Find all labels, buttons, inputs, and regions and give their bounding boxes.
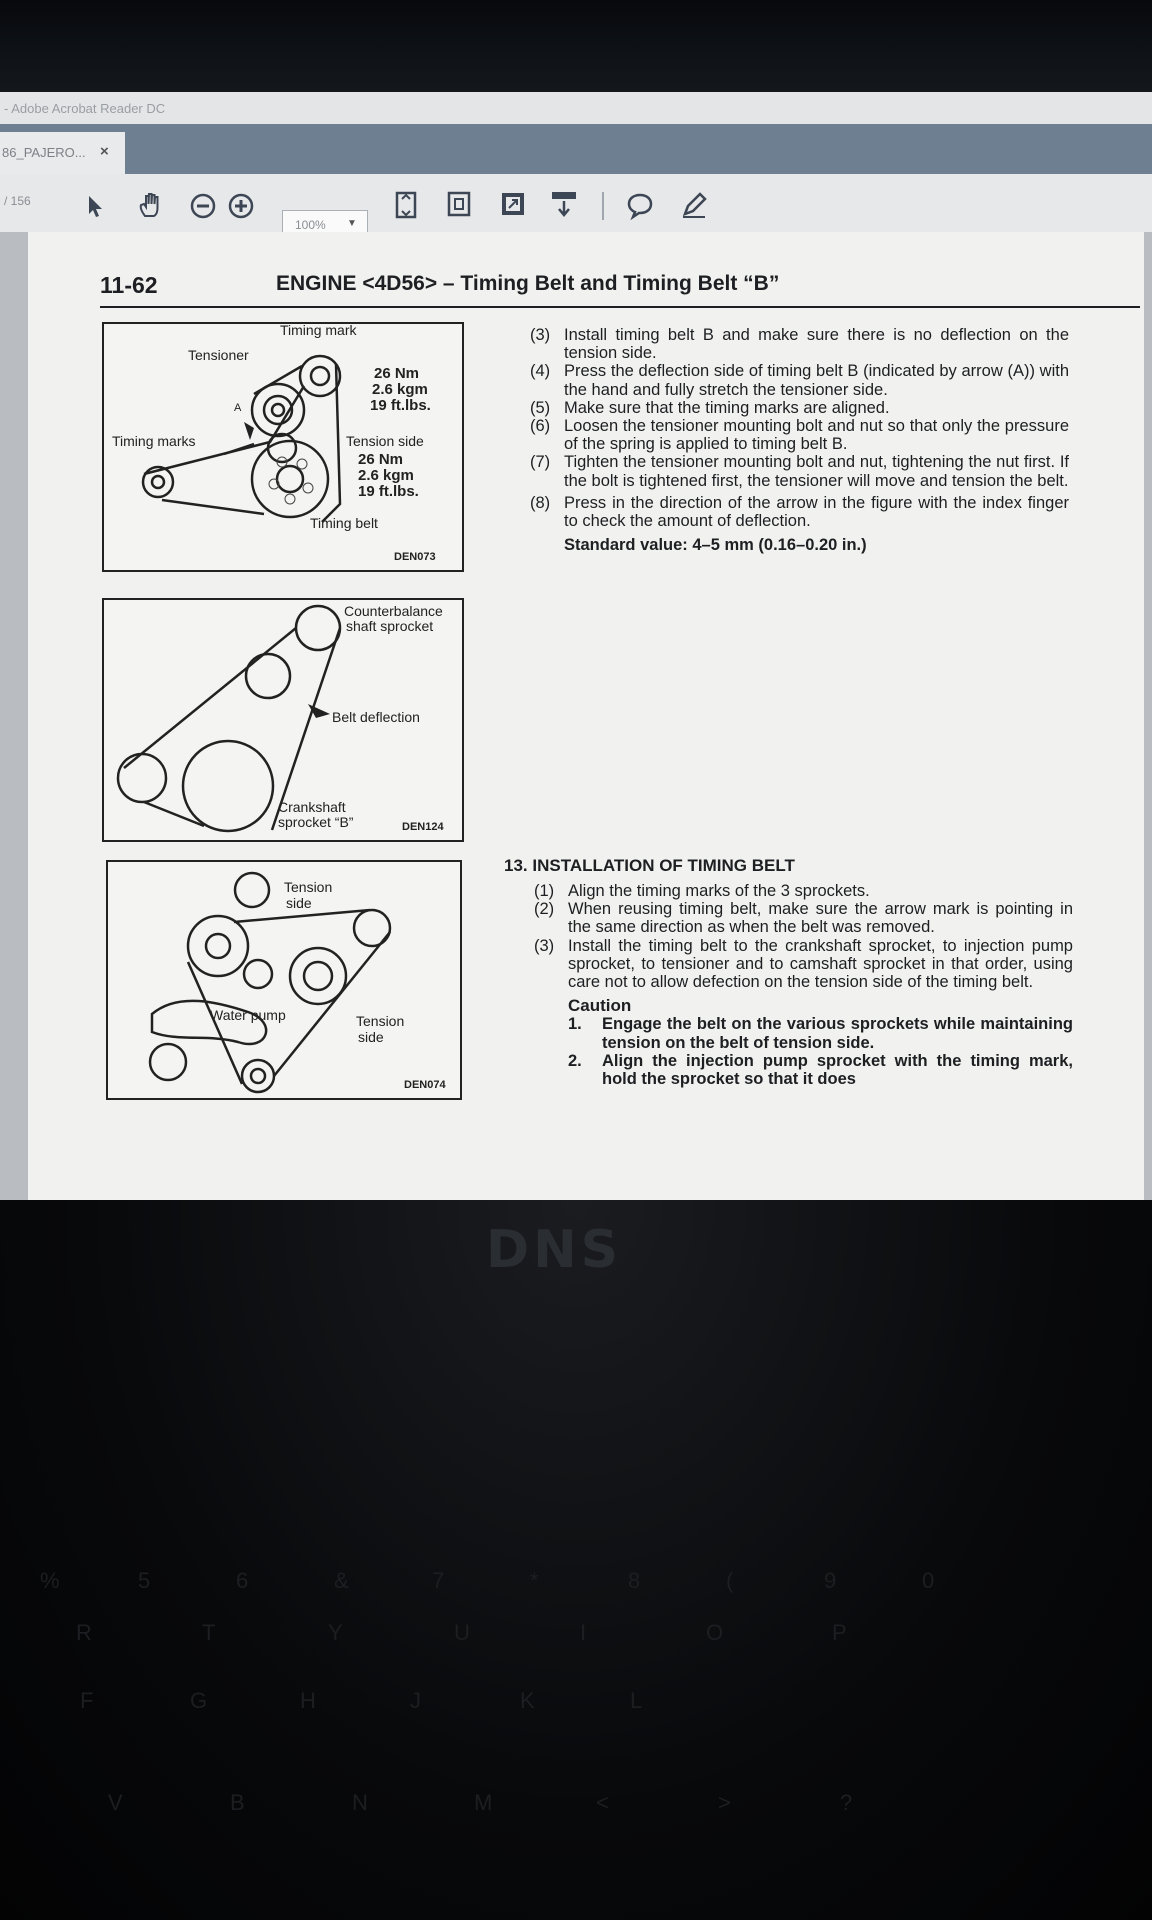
torque-2-nm: 26 Nm xyxy=(358,451,404,468)
keyboard-key: P xyxy=(832,1620,847,1645)
keyboard-key: V xyxy=(108,1790,123,1815)
tab-bar xyxy=(0,124,1152,174)
keyboard-key: 7 xyxy=(432,1568,445,1593)
scroll-mode-icon[interactable] xyxy=(550,189,578,219)
keyboard-key: O xyxy=(706,1620,724,1645)
page-number: 11-62 xyxy=(100,272,158,298)
list-item: 1. Engage the belt on the various sprockets while maintaining tension on the belt of tension side. xyxy=(568,1015,1073,1052)
list-item: (5) Make sure that the timing marks are aligned. xyxy=(530,398,890,417)
procedure-steps-a xyxy=(530,326,1069,554)
screen xyxy=(0,92,1152,1200)
torque-2-kgm: 2.6 kgm xyxy=(358,467,414,484)
label-a-mark: A xyxy=(234,402,242,414)
keyboard-key: < xyxy=(596,1790,609,1815)
pdf-page xyxy=(28,232,1144,1200)
list-item: (6) Loosen the tensioner mounting bolt and nut so that only the pressure of the spring is applied to timing belt B. xyxy=(530,417,1069,454)
label-crankshaft-1: Crankshaft xyxy=(278,799,346,815)
figure-code: DEN073 xyxy=(394,551,436,563)
label-tension-side: Tension side xyxy=(346,433,424,449)
standard-value: Standard value: 4–5 mm (0.16–0.20 in.) xyxy=(564,536,867,555)
pen-icon[interactable] xyxy=(680,190,708,220)
fit-page-icon[interactable] xyxy=(394,190,418,220)
keyboard-key: ( xyxy=(726,1568,734,1593)
keyboard-key: 8 xyxy=(628,1568,641,1593)
hand-icon[interactable] xyxy=(136,190,166,220)
keyboard-key: F xyxy=(80,1688,94,1713)
keyboard-key: U xyxy=(454,1620,470,1645)
list-item: (2) When reusing timing belt, make sure the arrow mark is pointing in the same direction as when the belt was removed. xyxy=(534,900,1073,937)
keyboard-key: M xyxy=(474,1790,493,1815)
keyboard-key: Y xyxy=(328,1620,343,1645)
laptop-bezel-keyboard xyxy=(0,1200,1152,1920)
label-timing-mark: Timing mark xyxy=(280,322,357,338)
caution-heading: Caution xyxy=(568,996,632,1016)
close-icon[interactable]: × xyxy=(100,143,109,160)
document-tab-label: 86_PAJERO... xyxy=(2,145,86,160)
zoom-in-icon[interactable] xyxy=(228,193,254,219)
full-screen-icon[interactable] xyxy=(500,191,526,217)
list-item: (3) Install timing belt B and make sure there is no deflection on the tension side. xyxy=(530,326,1069,363)
label-tensioner: Tensioner xyxy=(188,347,249,363)
brand-logo: DNS xyxy=(486,1220,623,1280)
torque-1-nm: 26 Nm xyxy=(374,365,420,382)
toolbar-separator xyxy=(602,192,604,220)
keyboard-key: 5 xyxy=(138,1568,151,1593)
keyboard-key: N xyxy=(352,1790,368,1815)
header-rule xyxy=(100,306,1140,308)
label-tension-side-bottom-1: Tension xyxy=(356,1013,405,1029)
label-tension-side-bottom-2: side xyxy=(358,1029,384,1045)
keyboard-key: ? xyxy=(840,1790,853,1815)
label-counterbalance-2: shaft sprocket xyxy=(346,618,434,634)
zoom-value: 100% xyxy=(295,218,326,232)
document-gutter-left xyxy=(0,232,28,1200)
torque-1-kgm: 2.6 kgm xyxy=(372,381,428,398)
figure-timing-belt-install xyxy=(106,860,462,1100)
keyboard-key: 6 xyxy=(236,1568,249,1593)
list-item: (7) Tighten the tensioner mounting bolt and nut, tightening the nut first. If the bolt is tightened first, the tensioner will move and tension the belt. xyxy=(530,453,1069,490)
monitor-top-bezel xyxy=(0,0,1152,92)
list-item: (1) Align the timing marks of the 3 sprockets. xyxy=(534,882,870,900)
figure-timing-belt-install-drawing xyxy=(108,862,460,1098)
section-heading: 13. INSTALLATION OF TIMING BELT xyxy=(504,856,795,875)
label-crankshaft-2: sprocket “B” xyxy=(278,814,354,830)
keyboard-key: T xyxy=(202,1620,216,1645)
keyboard-key: H xyxy=(300,1688,316,1713)
window-titlebar xyxy=(0,92,1152,124)
list-item: (8) Press in the direction of the arrow in the figure with the index finger to check the amount of deflection. xyxy=(530,493,1069,531)
document-tab[interactable] xyxy=(0,132,125,174)
keyboard-key: & xyxy=(334,1568,349,1593)
window-title: - Adobe Acrobat Reader DC xyxy=(4,101,166,116)
label-timing-belt: Timing belt xyxy=(310,515,378,531)
label-counterbalance-1: Counterbalance xyxy=(344,603,443,619)
select-arrow-icon[interactable] xyxy=(86,194,104,218)
label-belt-deflection: Belt deflection xyxy=(332,709,420,725)
procedure-steps-b xyxy=(534,882,1073,1088)
list-item: 2. Align the injection pump sprocket with the timing mark, hold the sprocket so that it does xyxy=(568,1051,1073,1089)
figure-code: DEN074 xyxy=(404,1079,446,1091)
comment-icon[interactable] xyxy=(626,192,654,220)
rotate-icon[interactable] xyxy=(446,190,472,218)
label-tension-side-top-2: side xyxy=(286,895,312,911)
keyboard-key: I xyxy=(580,1620,587,1645)
list-item: (3) Install the timing belt to the crankshaft sprocket, to injection pump sprocket, to tensioner and to camshaft sprocket in that order, using care not to allow defection on the tension side of the timing belt. xyxy=(534,936,1073,992)
keyboard-key: 0 xyxy=(922,1568,935,1593)
keyboard-key: G xyxy=(190,1688,208,1713)
keyboard-key: K xyxy=(520,1688,535,1713)
keyboard-key: J xyxy=(410,1688,421,1713)
label-water-pump: Water pump xyxy=(210,1007,286,1023)
chevron-down-icon: ▼ xyxy=(347,218,357,229)
keyboard-key: R xyxy=(76,1620,92,1645)
zoom-out-icon[interactable] xyxy=(190,193,216,219)
document-gutter-right xyxy=(1144,232,1152,1200)
keyboard-key: L xyxy=(630,1688,643,1713)
figure-belt-deflection xyxy=(102,598,464,842)
label-timing-marks: Timing marks xyxy=(112,433,196,449)
keyboard-key: * xyxy=(530,1568,539,1593)
page-title: ENGINE <4D56> – Timing Belt and Timing Belt “B” xyxy=(276,272,780,295)
page-count: / 156 xyxy=(4,194,31,208)
keyboard-key: 9 xyxy=(824,1568,837,1593)
keyboard-key: % xyxy=(40,1568,60,1593)
figure-timing-belt-b xyxy=(102,322,464,572)
keyboard-key: > xyxy=(718,1790,731,1815)
list-item: (4) Press the deflection side of timing belt B (indicated by arrow (A)) with the hand and fully stretch the tensioner side. xyxy=(530,362,1069,399)
label-tension-side-top-1: Tension xyxy=(284,879,333,895)
keyboard-key: B xyxy=(230,1790,245,1815)
torque-1-ftlbs: 19 ft.lbs. xyxy=(370,397,431,414)
toolbar xyxy=(0,174,1152,233)
torque-2-ftlbs: 19 ft.lbs. xyxy=(358,483,419,500)
figure-code: DEN124 xyxy=(402,821,444,833)
